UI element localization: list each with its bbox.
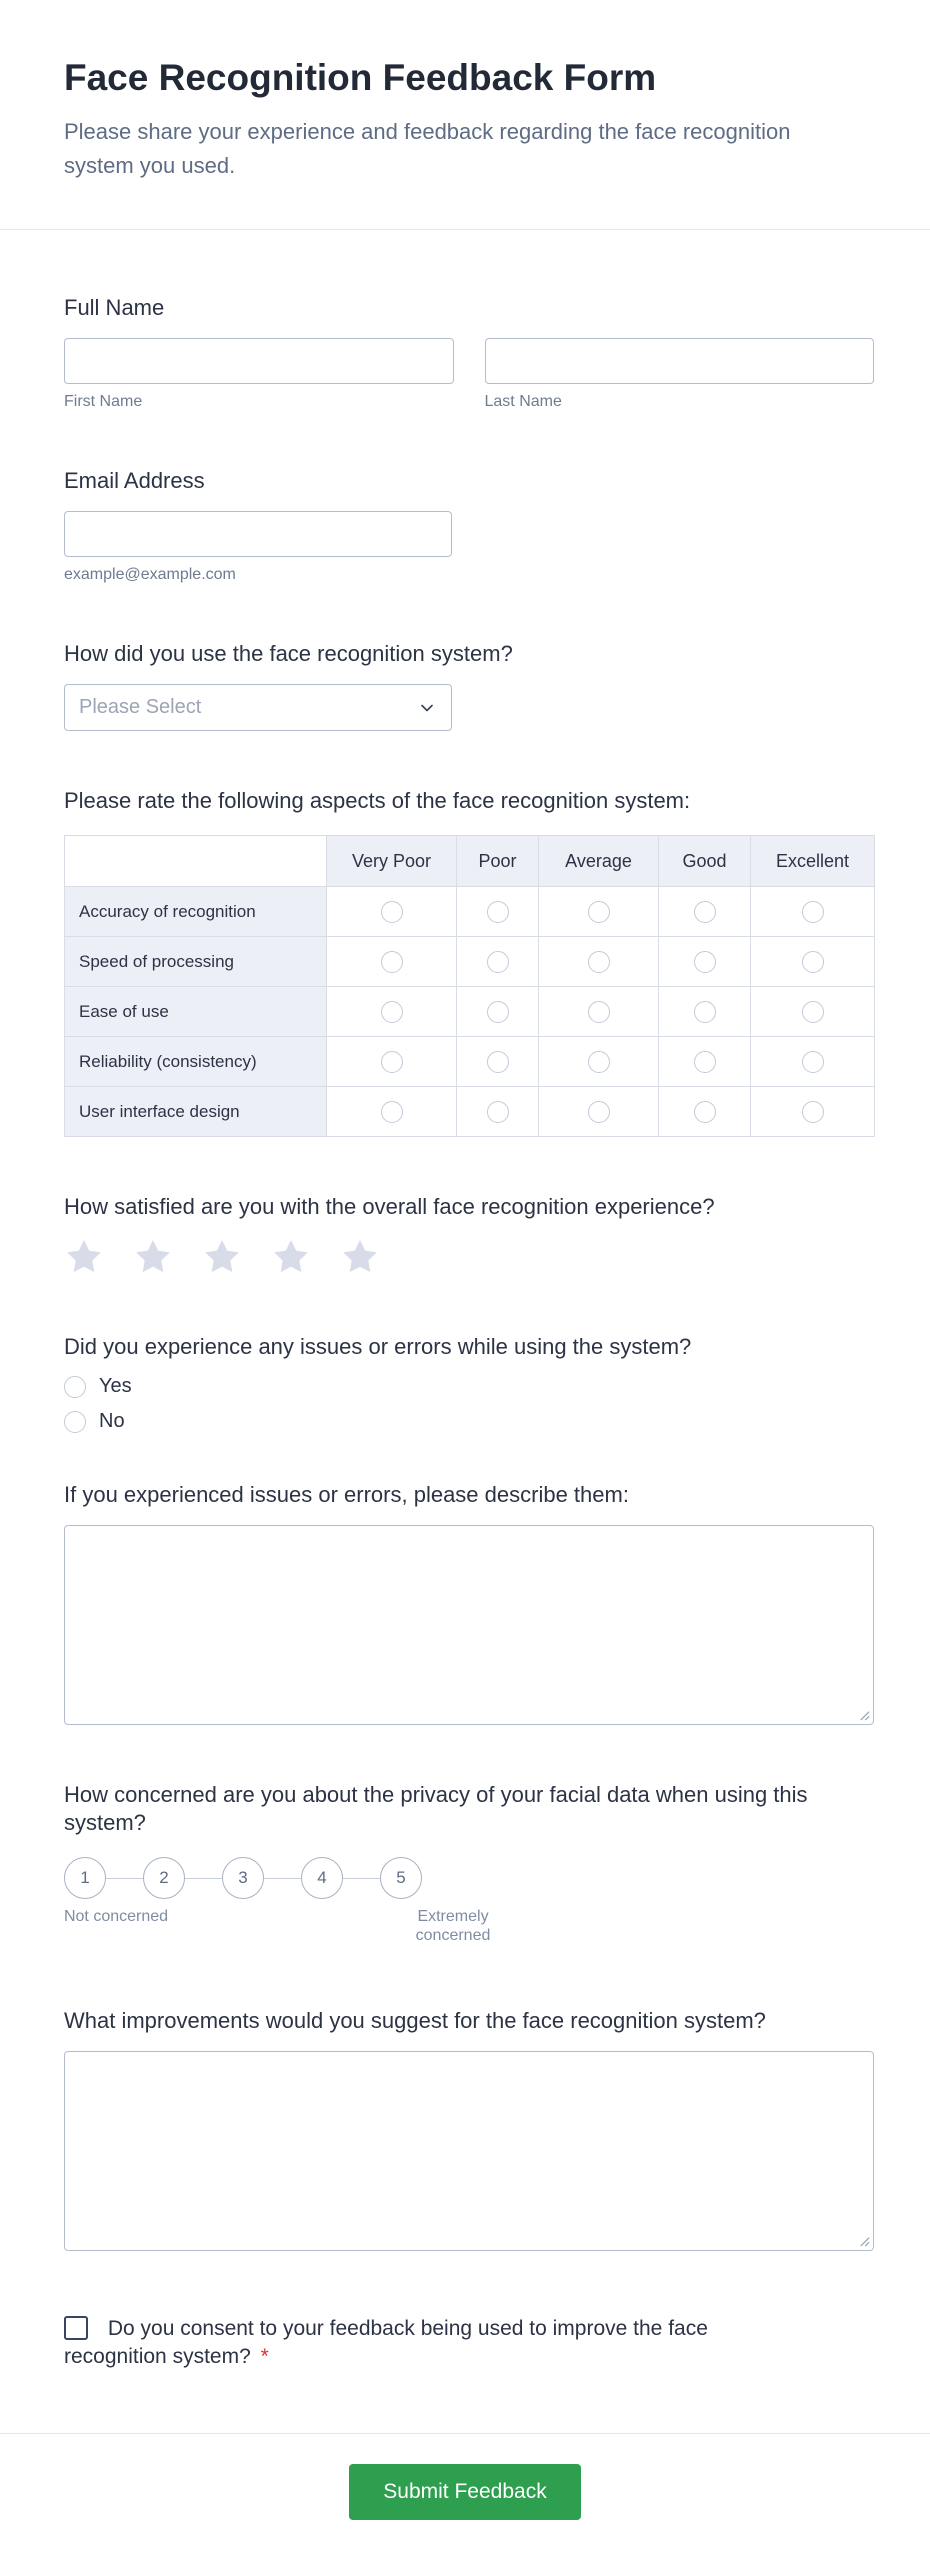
form-body — [0, 294, 930, 2371]
scale-max-label: Extremely concerned — [415, 1908, 491, 1945]
scale-option-label: 4 — [317, 1868, 327, 1888]
email-input[interactable] — [64, 511, 452, 557]
privacy-scale — [64, 1857, 874, 1899]
matrix-radio[interactable] — [802, 951, 824, 973]
scale-labels — [64, 1907, 874, 1959]
matrix-row-ui — [65, 1087, 875, 1137]
matrix-radio[interactable] — [487, 1051, 509, 1073]
matrix-radio[interactable] — [381, 1001, 403, 1023]
scale-option-label: 3 — [238, 1868, 248, 1888]
matrix-radio[interactable] — [381, 1051, 403, 1073]
matrix-col-header: Poor — [457, 836, 539, 887]
matrix-radio[interactable] — [588, 1051, 610, 1073]
required-asterisk: * — [260, 2345, 269, 2369]
scale-option-label: 1 — [80, 1868, 90, 1888]
scale-min-label: Not concerned — [63, 1908, 169, 1926]
matrix-col-header: Average — [539, 836, 659, 887]
describe-label: If you experienced issues or errors, please describe them: — [64, 1482, 629, 1508]
matrix-col-header: Very Poor — [327, 836, 457, 887]
matrix-row-label: Ease of use — [65, 987, 327, 1037]
usage-select[interactable] — [64, 684, 452, 731]
satisfaction-label: How satisfied are you with the overall face recognition experience? — [64, 1194, 715, 1220]
last-name-input[interactable] — [485, 338, 875, 384]
question-full-name — [64, 294, 874, 411]
scale-option-1[interactable] — [64, 1857, 106, 1899]
matrix-radio[interactable] — [588, 951, 610, 973]
matrix-row-label: User interface design — [65, 1087, 327, 1137]
consent-row[interactable] — [64, 2315, 764, 2371]
matrix-row-label: Accuracy of recognition — [65, 887, 327, 937]
issues-option-no-label: No — [99, 1410, 125, 1433]
star-icon[interactable] — [64, 1237, 104, 1277]
consent-text: Do you consent to your feedback being used to improve the face recognition system? — [64, 2317, 708, 2369]
star-icon[interactable] — [133, 1237, 173, 1277]
scale-option-3[interactable] — [222, 1857, 264, 1899]
matrix-radio[interactable] — [487, 901, 509, 923]
matrix-col-header: Good — [659, 836, 751, 887]
submit-button[interactable]: Submit Feedback — [349, 2464, 580, 2520]
question-describe — [64, 1481, 874, 1725]
scale-option-label: 5 — [396, 1868, 406, 1888]
matrix-row-reliability — [65, 1037, 875, 1087]
question-email — [64, 467, 874, 584]
matrix-radio[interactable] — [694, 1051, 716, 1073]
matrix-radio[interactable] — [694, 1101, 716, 1123]
issues-option-yes-label: Yes — [99, 1375, 132, 1398]
matrix-row-accuracy — [65, 887, 875, 937]
first-name-sublabel: First Name — [64, 393, 143, 411]
last-name-sublabel: Last Name — [484, 393, 562, 411]
issues-label: Did you experience any issues or errors while using the system? — [64, 1334, 692, 1360]
scale-connector — [264, 1878, 301, 1879]
scale-connector — [185, 1878, 222, 1879]
radio-icon[interactable] — [64, 1411, 86, 1433]
matrix-radio[interactable] — [802, 1101, 824, 1123]
usage-select-placeholder: Please Select — [79, 696, 202, 719]
matrix-radio[interactable] — [487, 951, 509, 973]
matrix-radio[interactable] — [381, 901, 403, 923]
improvements-label: What improvements would you suggest for the face recognition system? — [64, 2008, 766, 2034]
email-label: Email Address — [64, 468, 205, 494]
scale-option-4[interactable] — [301, 1857, 343, 1899]
matrix-row-speed — [65, 937, 875, 987]
privacy-label: How concerned are you about the privacy of your facial data when using this system? — [64, 1782, 808, 1836]
matrix-radio[interactable] — [694, 1001, 716, 1023]
question-privacy — [64, 1781, 874, 1959]
matrix-radio[interactable] — [381, 951, 403, 973]
matrix-radio[interactable] — [588, 1101, 610, 1123]
question-improvements — [64, 2007, 874, 2251]
consent-checkbox[interactable] — [64, 2316, 88, 2340]
question-issues — [64, 1333, 874, 1433]
matrix-row-ease — [65, 987, 875, 1037]
scale-option-5[interactable] — [380, 1857, 422, 1899]
chevron-down-icon — [417, 698, 437, 718]
matrix-radio[interactable] — [802, 1051, 824, 1073]
question-matrix — [64, 787, 874, 1137]
form-footer — [0, 2434, 930, 2572]
matrix-row-label: Speed of processing — [65, 937, 327, 987]
matrix-corner-cell — [65, 836, 327, 887]
star-icon[interactable] — [340, 1237, 380, 1277]
matrix-radio[interactable] — [487, 1001, 509, 1023]
rating-matrix — [64, 835, 875, 1137]
matrix-row-label: Reliability (consistency) — [65, 1037, 327, 1087]
page-subtitle: Please share your experience and feedback regarding the face recognition system you used. — [64, 119, 791, 179]
question-usage — [64, 640, 874, 731]
full-name-label: Full Name — [64, 295, 165, 321]
matrix-radio[interactable] — [694, 901, 716, 923]
issues-option-no[interactable] — [64, 1410, 874, 1433]
usage-label: How did you use the face recognition system? — [64, 641, 513, 667]
page-title: Face Recognition Feedback Form — [64, 57, 657, 98]
question-consent — [64, 2315, 874, 2371]
star-icon[interactable] — [202, 1237, 242, 1277]
first-name-input[interactable] — [64, 338, 454, 384]
radio-icon[interactable] — [64, 1376, 86, 1398]
email-sublabel: example@example.com — [64, 566, 236, 584]
matrix-radio[interactable] — [487, 1101, 509, 1123]
matrix-radio[interactable] — [802, 1001, 824, 1023]
scale-connector — [106, 1878, 143, 1879]
resize-handle-icon[interactable] — [857, 1708, 870, 1721]
matrix-col-header: Excellent — [751, 836, 875, 887]
describe-textarea[interactable] — [64, 1525, 874, 1725]
star-rating — [64, 1237, 874, 1277]
header-divider — [0, 229, 930, 230]
star-icon[interactable] — [271, 1237, 311, 1277]
scale-connector — [343, 1878, 380, 1879]
matrix-radio[interactable] — [694, 951, 716, 973]
matrix-radio[interactable] — [802, 901, 824, 923]
matrix-label: Please rate the following aspects of the face recognition system: — [64, 788, 691, 814]
matrix-radio[interactable] — [588, 901, 610, 923]
scale-option-2[interactable] — [143, 1857, 185, 1899]
scale-option-label: 2 — [159, 1868, 169, 1888]
form-header — [0, 0, 930, 229]
matrix-radio[interactable] — [588, 1001, 610, 1023]
improvements-textarea[interactable] — [64, 2051, 874, 2251]
resize-handle-icon[interactable] — [857, 2234, 870, 2247]
matrix-radio[interactable] — [381, 1101, 403, 1123]
issues-option-yes[interactable] — [64, 1375, 874, 1398]
question-satisfaction — [64, 1193, 874, 1277]
